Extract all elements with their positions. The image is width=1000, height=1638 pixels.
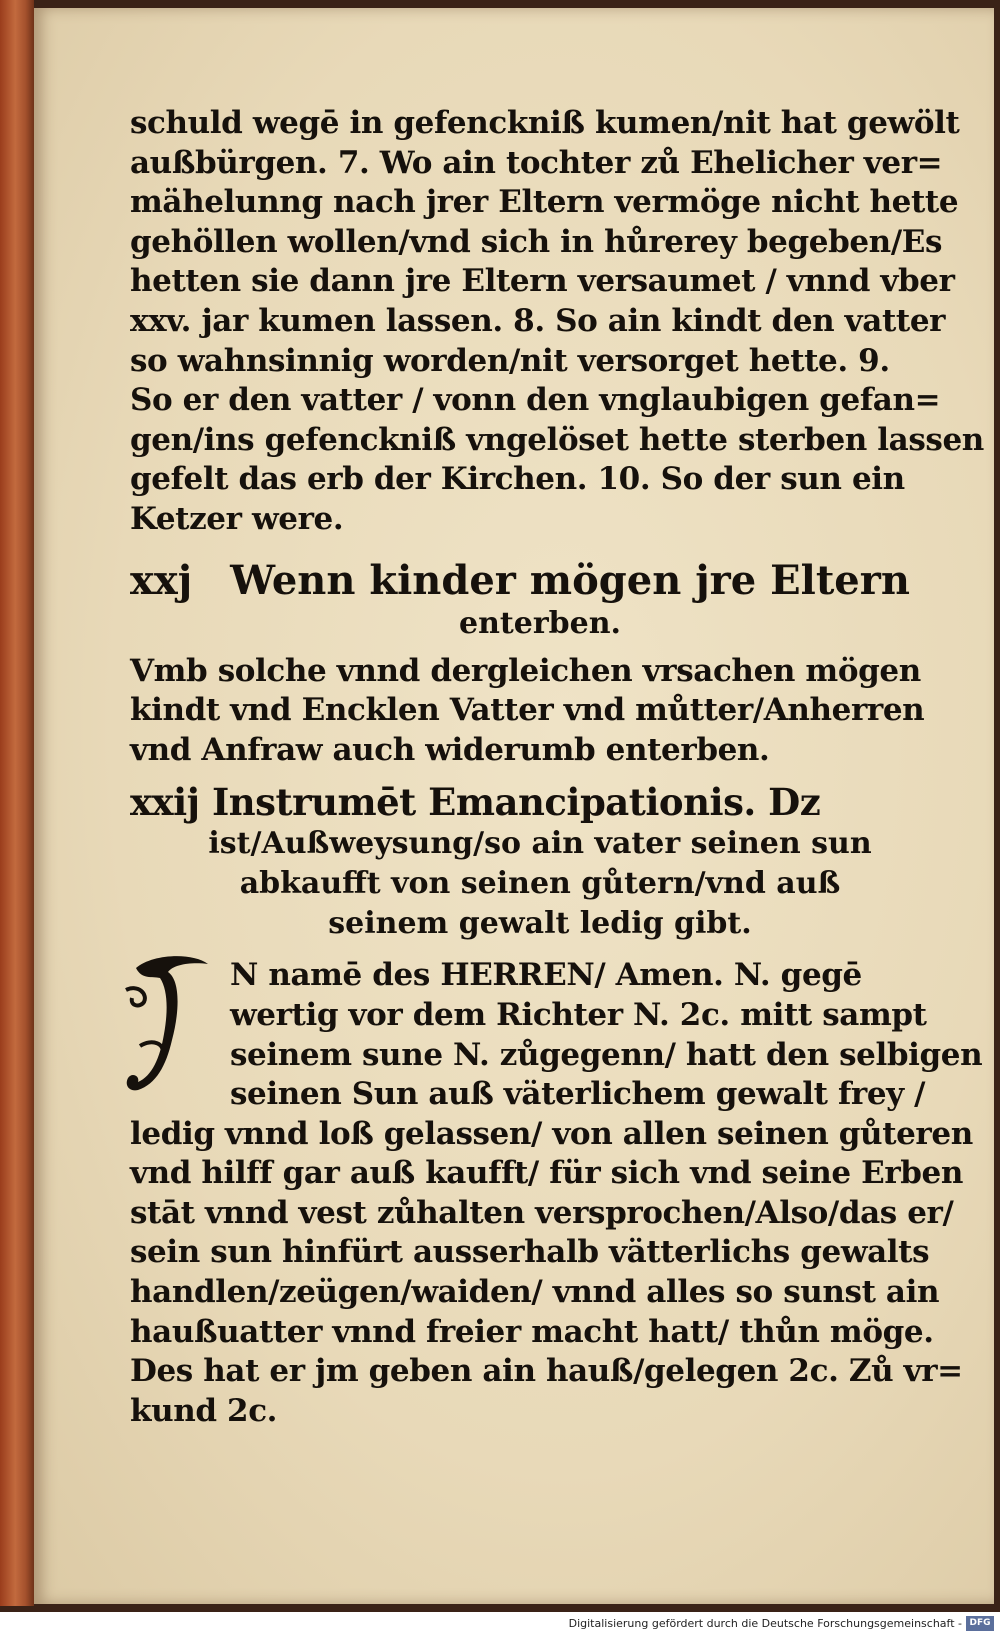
text-line: seinem sune N. zůgegenn/ hatt den selbigen <box>230 1036 983 1073</box>
text-line: sein sun hinfürt ausserhalb vätterlichs gewalts <box>130 1234 930 1271</box>
decorated-initial <box>122 950 214 1100</box>
book-edge <box>0 0 34 1606</box>
text-line: schuld wegē in gefenckniß kumen/nit hat gewölt <box>130 105 960 141</box>
top-paragraph <box>130 104 984 540</box>
footer <box>0 1612 1000 1638</box>
paragraph-instrument <box>130 956 983 1431</box>
text-line: gehöllen wollen/vnd sich in hůrerey begeben/Es <box>130 223 943 260</box>
section-heading-xxj <box>130 558 950 644</box>
text-line: Ketzer were. <box>130 500 344 537</box>
text-line: xxv. jar kumen lassen. 8. So ain kindt den vatter <box>130 302 946 339</box>
text-line: kindt vnd Encklen Vatter vnd můtter/Anherren <box>130 692 925 729</box>
text-line: wertig vor dem Richter N. 2c. mitt sampt <box>230 996 927 1033</box>
text-line: haußuatter vnnd freier macht hatt/ thůn möge. <box>130 1313 934 1350</box>
text-line: Vmb solche vnnd dergleichen vrsachen mögen <box>130 652 921 689</box>
page-text <box>130 104 984 1431</box>
text-line: handlen/zeügen/waiden/ vnnd alles so sunst ain <box>130 1274 940 1311</box>
text-line: N namē des HERREN/ Amen. N. gegē <box>230 957 862 994</box>
dfg-logo: DFG <box>966 1616 994 1631</box>
text-line: gefelt das erb der Kirchen. 10. So der sun ein <box>130 461 905 498</box>
section-title: Wenn kinder mögen jre Eltern <box>230 556 910 604</box>
initial-flourish-icon <box>122 950 214 1100</box>
text-line: ledig vnnd loß gelassen/ von allen seinen gůteren <box>130 1115 973 1152</box>
section-subtitle-line: ist/Außweysung/so ain vater seinen sun <box>208 826 872 862</box>
book-page <box>34 8 994 1604</box>
text-line: stāt vnnd vest zůhalten versprochen/Also/das er/ <box>130 1194 954 1231</box>
text-line: Des hat er jm geben ain hauß/gelegen 2c. Zů vr= <box>130 1353 963 1390</box>
text-line: mähelunng nach jrer Eltern vermöge nicht hette <box>130 184 959 221</box>
text-line: kund 2c. <box>130 1392 278 1429</box>
section-title-continued: enterben. <box>459 605 621 641</box>
text-line: So er den vatter / vonn den vnglaubigen gefan= <box>130 382 941 419</box>
text-line: gen/ins gefenckniß vngelöset hette sterben lassen <box>130 421 984 458</box>
section-title: xxij Instrumēt Emancipationis. Dz <box>130 780 821 825</box>
section-subtitle-line: abkaufft von seinen gůtern/vnd auß <box>239 866 841 902</box>
text-line: vnd hilff gar auß kaufft/ für sich vnd seine Erben <box>130 1155 963 1192</box>
section-numeral: xxj <box>130 556 193 604</box>
section-heading-xxij <box>130 780 950 944</box>
text-line: außbürgen. 7. Wo ain tochter zů Ehelicher ver= <box>130 144 943 181</box>
text-line: hetten sie dann jre Eltern versaumet / vnnd vber <box>130 263 955 300</box>
text-line: seinen Sun auß väterlichem gewalt frey / <box>230 1076 926 1113</box>
section-subtitle-line: seinem gewalt ledig gibt. <box>328 906 752 942</box>
funding-credit: Digitalisierung gefördert durch die Deutsche Forschungsgemeinschaft - <box>568 1617 962 1630</box>
text-line: vnd Anfraw auch widerumb enterben. <box>130 731 770 768</box>
text-line: so wahnsinnig worden/nit versorget hette. 9. <box>130 342 890 379</box>
paragraph-enterben <box>130 652 950 771</box>
